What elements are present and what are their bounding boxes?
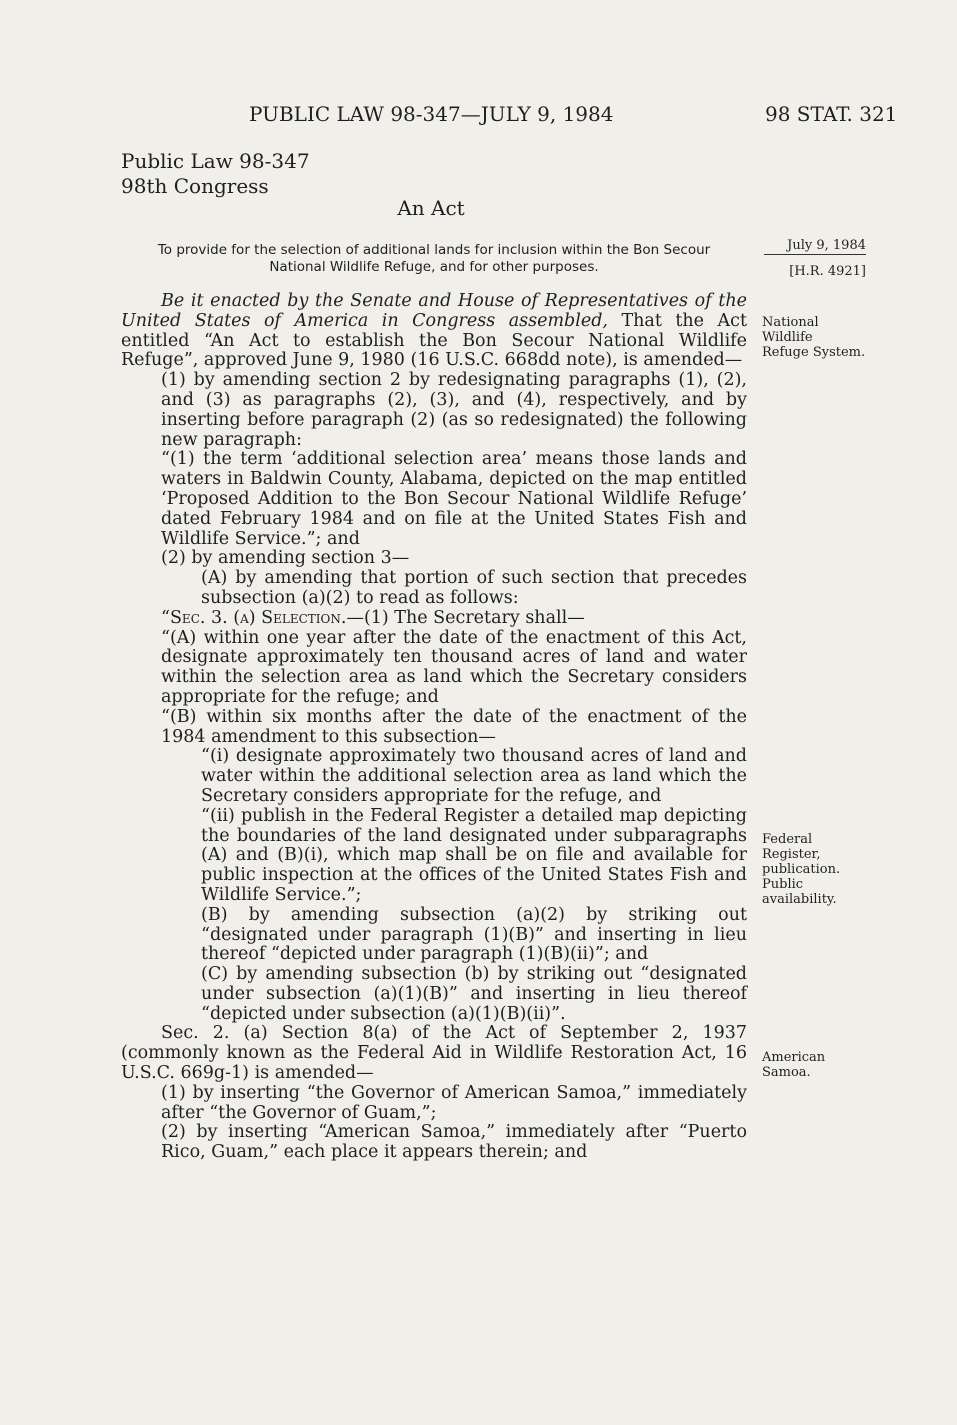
margin-note-line: Refuge System. xyxy=(762,345,866,360)
act-purpose xyxy=(121,242,747,276)
law-designation xyxy=(121,149,310,199)
subparagraph-a: (A) by amending that portion of such section that precedes subsection (a)(2) to read as follows: xyxy=(201,568,747,608)
margin-note-line: availability. xyxy=(762,892,837,907)
section-caption: “Sec. 3. (a) Selection. xyxy=(161,607,347,628)
act-title: An Act xyxy=(397,196,465,220)
subparagraph-c: (C) by amending subsection (b) by striking out “designated under subsection (a)(1)(B)” and inserting in lieu thereof “depicted under subsection (a)(1)(B)(ii)”. xyxy=(201,964,747,1024)
margin-note-federal-register xyxy=(762,832,880,907)
section-3-heading xyxy=(121,609,747,629)
clause-a: “(A) within one year after the date of the enactment of this Act, designate approximately ten thousand acres of land and water within the selection area as land which the Secretary considers appropriate for the refuge; and xyxy=(161,627,747,707)
public-law-number: Public Law 98-347 xyxy=(121,149,310,173)
enacting-formula: Be it enacted by the Senate and House of Representatives of the United States of America in Congress assembled, xyxy=(121,291,747,331)
clause-b: “(B) within six months after the date of the enactment of the 1984 amendment to this subsection— xyxy=(161,706,747,747)
margin-note-line: Federal xyxy=(762,832,813,847)
margin-note-line: Register, xyxy=(762,847,821,862)
act-body xyxy=(121,292,747,1163)
section-text: —(1) The Secretary shall— xyxy=(346,607,585,628)
page-number: 98 STAT. 321 xyxy=(765,102,898,126)
enacting-clause xyxy=(121,292,747,371)
margin-date: July 9, 1984 xyxy=(764,238,866,255)
section-2-paragraph-2: (2) by inserting “American Samoa,” immediately after “Puerto Rico, Guam,” each place it appears therein; and xyxy=(161,1122,747,1163)
paragraph-1: (1) by amending section 2 by redesignating paragraphs (1), (2), and (3) as paragraphs (2), (3), and (4), respectively, and by inserting before paragraph (2) (as so redesignated) the following new paragraph: xyxy=(161,370,747,450)
running-header: PUBLIC LAW 98-347—JULY 9, 1984 xyxy=(249,102,614,126)
margin-note-line: American xyxy=(762,1050,826,1065)
margin-note-refuge xyxy=(762,315,880,360)
margin-note-line: Wildlife xyxy=(762,330,813,345)
paragraph-definition: “(1) the term ‘additional selection area’ means those lands and waters in Baldwin County, Alabama, depicted on the map entitled ‘Proposed Addition to the Bon Secour National Wildlife Refuge’ dated February 1984 and on file at the United States Fish and Wildlife Service.”; and xyxy=(161,449,747,549)
clause-b-i: “(i) designate approximately two thousand acres of land and water within the additional selection area as land which the Secretary considers appropriate for the refuge, and xyxy=(201,746,747,806)
margin-note-line: Samoa. xyxy=(762,1065,811,1080)
purpose-line-1: To provide for the selection of additional lands for inclusion within the Bon Secour xyxy=(157,242,711,258)
paragraph-2: (2) by amending section 3— xyxy=(161,548,410,569)
clause-b-ii: “(ii) publish in the Federal Register a detailed map depicting the boundaries of the land designated under subparagraphs (A) and (B)(i), which map shall be on file and available for public inspection at the offices of the United States Fish and Wildlife Service.”; xyxy=(201,805,747,905)
section-2-paragraph-1: (1) by inserting “the Governor of American Samoa,” immediately after “the Governor of Guam,”; xyxy=(161,1082,747,1123)
subparagraph-b: (B) by amending subsection (a)(2) by striking out “designated under paragraph (1)(B)” and inserting in lieu thereof “depicted under paragraph (1)(B)(ii)”; and xyxy=(201,904,747,965)
margin-bill-number: [H.R. 4921] xyxy=(789,264,866,279)
margin-note-american-samoa xyxy=(762,1050,880,1080)
margin-note-line: Public xyxy=(762,877,804,892)
margin-note-line: National xyxy=(762,315,819,330)
section-2: Sec. 2. (a) Section 8(a) of the Act of September 2, 1937 (commonly known as the Federal Aid in Wildlife Restoration Act, 16 U.S.C. 669g-1) is amended— xyxy=(121,1023,747,1084)
congress-number: 98th Congress xyxy=(121,174,269,198)
margin-note-line: publication. xyxy=(762,862,841,877)
enacting-text: That the Act entitled “An Act to establish the Bon Secour National Wildlife Refuge”, approved June 9, 1980 (16 U.S.C. 668dd note), is amended— xyxy=(121,310,747,371)
purpose-line-2: National Wildlife Refuge, and for other purposes. xyxy=(269,259,599,275)
